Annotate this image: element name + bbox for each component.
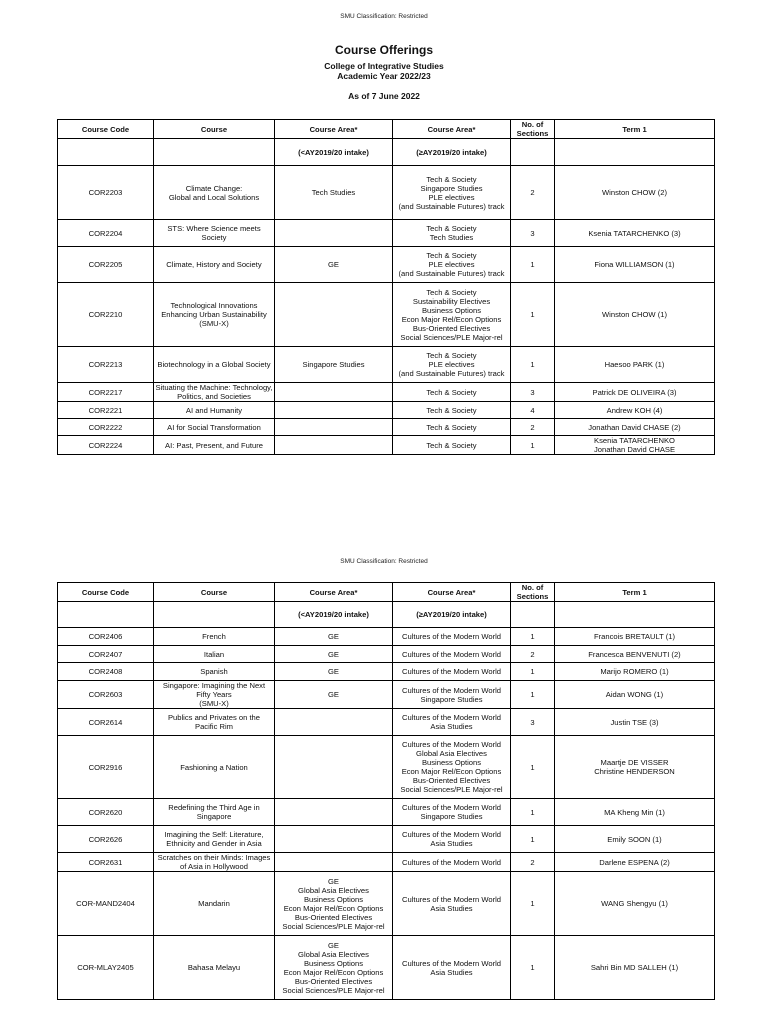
cell-line: Cultures of the Modern World — [401, 894, 502, 904]
course-title-cell — [154, 936, 275, 1000]
cell-line: Global Asia Electives — [416, 749, 487, 758]
cell-line: Situating the Machine: Technology, — [155, 383, 273, 392]
term-instructor-cell — [555, 383, 715, 402]
cell-line: Maartje DE VISSER — [600, 758, 669, 767]
course-code-cell: COR2407 — [58, 646, 154, 663]
course-code-cell: COR2626 — [58, 826, 154, 853]
course-area-b-cell — [393, 826, 511, 853]
course-area-a-cell — [275, 646, 393, 663]
course-area-b-cell — [393, 419, 511, 436]
course-code-cell: COR2203 — [58, 166, 154, 220]
course-code-cell: COR2614 — [58, 709, 154, 736]
course-area-a-cell — [275, 709, 393, 736]
cell-line: Society — [201, 233, 227, 242]
course-title-cell — [154, 663, 275, 681]
cell-line: Sahri Bin MD SALLEH (1) — [590, 963, 679, 972]
course-code-cell: COR2224 — [58, 436, 154, 455]
cell-line: WANG Shengyu (1) — [601, 899, 668, 908]
course-title-cell — [154, 166, 275, 220]
table-row — [58, 663, 715, 681]
cell-line: of Asia in Hollywood — [180, 862, 248, 871]
cell-line: Cultures of the Modern World — [401, 649, 502, 659]
course-title-cell — [154, 220, 275, 247]
term-instructor-cell — [555, 799, 715, 826]
cell-line: Imagining the Self: Literature, — [164, 830, 264, 839]
course-area-b-cell — [393, 247, 511, 283]
table-row — [58, 709, 715, 736]
cell-line: Business Options — [421, 758, 482, 767]
cell-line: Cultures of the Modern World — [401, 803, 502, 812]
course-area-b-cell — [393, 663, 511, 681]
course-area-b-cell — [393, 628, 511, 646]
course-area-b-cell — [393, 709, 511, 736]
cell-line: Jonathan David CHASE (2) — [588, 422, 681, 432]
term-instructor-cell — [555, 419, 715, 436]
sections-cell: 1 — [511, 247, 555, 283]
table-row — [58, 736, 715, 799]
table-row — [58, 247, 715, 283]
table-row — [58, 628, 715, 646]
cell-line: Tech & Society — [426, 174, 477, 184]
cell-line: Emily SOON (1) — [607, 834, 662, 844]
sections-cell: 1 — [511, 436, 555, 455]
cell-line: Cultures of the Modern World — [401, 857, 502, 867]
cell-line: Social Sciences/PLE Major-rel — [400, 785, 503, 794]
course-area-a-cell — [275, 166, 393, 220]
course-table-1 — [57, 119, 715, 455]
course-code-cell: COR2217 — [58, 383, 154, 402]
cell-line: GE — [328, 667, 339, 676]
course-area-a-cell — [275, 872, 393, 936]
cell-line: Technological Innovations — [170, 301, 258, 310]
course-area-b-cell — [393, 220, 511, 247]
cell-line: Italian — [203, 649, 225, 659]
course-area-a-cell — [275, 419, 393, 436]
table-row — [58, 936, 715, 1000]
cell-line: AI: Past, Present, and Future — [165, 440, 263, 450]
cell-line: MA Kheng Min (1) — [604, 807, 665, 817]
cell-line: French — [202, 632, 226, 641]
header-sections: No. of Sections — [511, 120, 555, 139]
term-instructor-cell — [555, 402, 715, 419]
header-course-area-b: Course Area* — [393, 120, 511, 139]
cell-line: STS: Where Science meets — [167, 224, 261, 233]
cell-line: Tech & Society — [426, 387, 477, 397]
cell-line: Econ Major Rel/Econ Options — [401, 314, 502, 324]
sections-cell: 2 — [511, 166, 555, 220]
cell-line: Fashioning a Nation — [180, 762, 248, 772]
course-area-a-cell — [275, 681, 393, 709]
cell-line: Social Sciences/PLE Major-rel — [282, 921, 385, 931]
course-area-a-cell — [275, 402, 393, 419]
intake-before: (<AY2019/20 intake) — [275, 602, 393, 628]
cell-line: Tech & Society — [426, 287, 477, 297]
sections-cell: 1 — [511, 936, 555, 1000]
cell-line: Jonathan David CHASE — [593, 445, 676, 454]
course-title-cell — [154, 826, 275, 853]
table-row — [58, 383, 715, 402]
cell-line: Spanish — [200, 667, 228, 676]
cell-line: Social Sciences/PLE Major-rel — [282, 985, 385, 995]
cell-line: AI for Social Transformation — [167, 422, 261, 432]
term-instructor-cell — [555, 646, 715, 663]
cell-line: Francois BRETAULT (1) — [593, 632, 676, 641]
course-title-cell — [154, 283, 275, 347]
cell-line: Asia Studies — [430, 839, 473, 848]
cell-line: Francesca BENVENUTI (2) — [588, 649, 681, 659]
cell-line: (SMU-X) — [199, 319, 229, 328]
table-row — [58, 283, 715, 347]
course-area-b-cell — [393, 166, 511, 220]
table-row — [58, 436, 715, 455]
cell-line: Cultures of the Modern World — [401, 713, 502, 722]
cell-line: Scratches on their Minds: Images — [157, 853, 271, 862]
course-code-cell: COR2408 — [58, 663, 154, 681]
cell-line: Marijo ROMERO (1) — [600, 667, 669, 676]
cell-line: Asia Studies — [430, 903, 473, 913]
header-course-code: Course Code — [58, 583, 154, 602]
course-area-a-cell — [275, 220, 393, 247]
term-instructor-cell — [555, 247, 715, 283]
term-instructor-cell — [555, 936, 715, 1000]
table-row — [58, 347, 715, 383]
course-area-b-cell — [393, 646, 511, 663]
table-row — [58, 872, 715, 936]
sections-cell: 3 — [511, 383, 555, 402]
course-title-cell — [154, 436, 275, 455]
course-title-cell — [154, 247, 275, 283]
cell-line: Business Options — [303, 958, 364, 968]
intake-before: (<AY2019/20 intake) — [275, 139, 393, 166]
cell-line: AI and Humanity — [185, 405, 243, 415]
cell-line: Cultures of the Modern World — [401, 685, 502, 695]
course-code-cell: COR2213 — [58, 347, 154, 383]
cell-line: Pacific Rim — [195, 722, 233, 731]
cell-line: Cultures of the Modern World — [401, 740, 502, 749]
course-table-2 — [57, 582, 715, 1000]
cell-line: Fifty Years — [196, 690, 232, 699]
cell-line: Asia Studies — [430, 967, 473, 977]
course-title-cell — [154, 872, 275, 936]
page-title: Course Offerings — [334, 43, 433, 57]
cell-line: Tech Studies — [311, 188, 356, 197]
sections-cell: 1 — [511, 283, 555, 347]
course-area-b-cell — [393, 347, 511, 383]
course-area-b-cell — [393, 736, 511, 799]
course-title-cell — [154, 628, 275, 646]
course-area-b-cell — [393, 681, 511, 709]
cell-line: Ksenia TATARCHENKO (3) — [588, 228, 681, 238]
as-of-date: As of 7 June 2022 — [348, 91, 420, 101]
sections-cell: 1 — [511, 347, 555, 383]
cell-line: Business Options — [421, 305, 482, 315]
course-code-cell: COR2631 — [58, 853, 154, 872]
cell-line: Mandarin — [198, 899, 230, 908]
cell-line: Biotechnology in a Global Society — [157, 360, 271, 369]
course-code-cell: COR2620 — [58, 799, 154, 826]
course-code-cell: COR2916 — [58, 736, 154, 799]
sections-cell: 1 — [511, 826, 555, 853]
course-area-b-cell — [393, 936, 511, 1000]
cell-line: Singapore Studies — [420, 812, 483, 821]
sections-cell: 1 — [511, 872, 555, 936]
cell-line: Cultures of the Modern World — [401, 958, 502, 968]
course-code-cell: COR2221 — [58, 402, 154, 419]
sections-cell: 1 — [511, 628, 555, 646]
table-row — [58, 402, 715, 419]
course-area-a-cell — [275, 283, 393, 347]
cell-line: Bus-Oriented Electives — [412, 323, 491, 333]
cell-line: Patrick DE OLIVEIRA (3) — [592, 387, 677, 397]
term-instructor-cell — [555, 347, 715, 383]
cell-line: Enhancing Urban Sustainability — [161, 310, 267, 319]
table-row — [58, 220, 715, 247]
course-area-a-cell — [275, 247, 393, 283]
header-course: Course — [154, 583, 275, 602]
cell-line: Haesoo PARK (1) — [604, 360, 665, 369]
term-instructor-cell — [555, 166, 715, 220]
cell-line: Singapore — [196, 812, 232, 821]
term-instructor-cell — [555, 709, 715, 736]
term-instructor-cell — [555, 628, 715, 646]
course-area-b-cell — [393, 283, 511, 347]
course-title-cell — [154, 709, 275, 736]
cell-line: Tech & Society — [426, 351, 477, 360]
cell-line: Bus-Oriented Electives — [412, 776, 491, 785]
sections-cell: 1 — [511, 663, 555, 681]
cell-line: Global and Local Solutions — [168, 192, 260, 202]
cell-line: Winston CHOW (2) — [602, 188, 667, 197]
cell-line: Winston CHOW (1) — [602, 310, 667, 319]
sections-cell: 1 — [511, 681, 555, 709]
cell-line: GE — [328, 690, 339, 699]
sections-cell: 1 — [511, 736, 555, 799]
cell-line: Cultures of the Modern World — [401, 667, 502, 676]
cell-line: Aidan WONG (1) — [605, 690, 664, 699]
cell-line: Econ Major Rel/Econ Options — [401, 767, 502, 776]
course-area-b-cell — [393, 436, 511, 455]
cell-line: Redefining the Third Age in — [168, 803, 260, 812]
course-area-b-cell — [393, 799, 511, 826]
header-term: Term 1 — [555, 120, 715, 139]
table-row — [58, 166, 715, 220]
cell-line: Global Asia Electives — [298, 949, 369, 959]
header-course-code: Course Code — [58, 120, 154, 139]
cell-line: Cultures of the Modern World — [401, 632, 502, 641]
table-row — [58, 646, 715, 663]
header-course-area-a: Course Area* — [275, 120, 393, 139]
course-code-cell: COR-MAND2404 — [58, 872, 154, 936]
term-instructor-cell — [555, 736, 715, 799]
cell-line: Global Asia Electives — [298, 885, 369, 895]
cell-line: Climate, History and Society — [166, 260, 262, 269]
term-instructor-cell — [555, 826, 715, 853]
course-area-a-cell — [275, 853, 393, 872]
cell-line: PLE electives — [428, 192, 475, 202]
course-code-cell: COR2210 — [58, 283, 154, 347]
sections-cell: 2 — [511, 419, 555, 436]
course-code-cell: COR-MLAY2405 — [58, 936, 154, 1000]
cell-line: Andrew KOH (4) — [606, 405, 663, 415]
cell-line: (and Sustainable Futures) track — [398, 269, 505, 278]
cell-line: GE — [328, 632, 339, 641]
table-row — [58, 826, 715, 853]
course-title-cell — [154, 646, 275, 663]
cell-line: GE — [328, 940, 339, 950]
course-code-cell: COR2204 — [58, 220, 154, 247]
term-instructor-cell — [555, 220, 715, 247]
course-area-a-cell — [275, 663, 393, 681]
classification-label-page2: SMU Classification: Restricted — [340, 558, 428, 565]
cell-line: Asia Studies — [430, 722, 473, 731]
cell-line: Social Sciences/PLE Major-rel — [400, 332, 503, 342]
cell-line: Publics and Privates on the — [167, 713, 261, 722]
course-code-cell: COR2603 — [58, 681, 154, 709]
cell-line: Tech & Society — [426, 251, 477, 260]
cell-line: Singapore: Imagining the Next — [162, 681, 266, 690]
cell-line: GE — [328, 876, 339, 886]
course-area-a-cell — [275, 936, 393, 1000]
sections-cell: 2 — [511, 853, 555, 872]
cell-line: Tech & Society — [426, 422, 477, 432]
course-code-cell: COR2222 — [58, 419, 154, 436]
cell-line: Fiona WILLIAMSON (1) — [594, 260, 675, 269]
cell-line: Darlene ESPENA (2) — [599, 857, 670, 867]
course-area-b-cell — [393, 853, 511, 872]
table-row — [58, 799, 715, 826]
header-course-area-a: Course Area* — [275, 583, 393, 602]
cell-line: Ksenia TATARCHENKO — [594, 436, 675, 445]
header-sections: No. of Sections — [511, 583, 555, 602]
cell-line: Tech Studies — [429, 233, 474, 242]
term-instructor-cell — [555, 853, 715, 872]
course-title-cell — [154, 681, 275, 709]
cell-line: GE — [328, 649, 339, 659]
course-area-a-cell — [275, 799, 393, 826]
cell-line: Singapore Studies — [302, 360, 365, 369]
course-title-cell — [154, 347, 275, 383]
cell-line: Business Options — [303, 894, 364, 904]
cell-line: Bus-Oriented Electives — [294, 912, 373, 922]
course-area-a-cell — [275, 826, 393, 853]
intake-after: (≥AY2019/20 intake) — [393, 602, 511, 628]
cell-line: Tech & Society — [426, 440, 477, 450]
cell-line: Econ Major Rel/Econ Options — [283, 903, 384, 913]
cell-line: Sustainability Electives — [412, 296, 491, 306]
course-area-b-cell — [393, 872, 511, 936]
cell-line: Singapore Studies — [420, 183, 483, 193]
cell-line: Econ Major Rel/Econ Options — [283, 967, 384, 977]
course-area-b-cell — [393, 402, 511, 419]
cell-line: (and Sustainable Futures) track — [398, 201, 505, 211]
course-title-cell — [154, 419, 275, 436]
header-course: Course — [154, 120, 275, 139]
cell-line: GE — [328, 260, 339, 269]
course-code-cell: COR2205 — [58, 247, 154, 283]
header-term: Term 1 — [555, 583, 715, 602]
course-title-cell — [154, 799, 275, 826]
table-row — [58, 853, 715, 872]
cell-line: Bus-Oriented Electives — [294, 976, 373, 986]
cell-line: Tech & Society — [426, 405, 477, 415]
cell-line: Ethnicity and Gender in Asia — [166, 839, 262, 848]
college-name: College of Integrative Studies — [324, 61, 444, 71]
course-code-cell: COR2406 — [58, 628, 154, 646]
table-row — [58, 681, 715, 709]
cell-line: Tech & Society — [426, 224, 477, 233]
cell-line: Politics, and Societies — [177, 392, 251, 401]
course-area-a-cell — [275, 383, 393, 402]
sections-cell: 4 — [511, 402, 555, 419]
sections-cell: 3 — [511, 709, 555, 736]
cell-line: Christine HENDERSON — [594, 767, 675, 776]
header-course-area-b: Course Area* — [393, 583, 511, 602]
academic-year: Academic Year 2022/23 — [337, 71, 431, 81]
term-instructor-cell — [555, 681, 715, 709]
cell-line: Singapore Studies — [420, 694, 483, 704]
course-area-a-cell — [275, 347, 393, 383]
course-title-cell — [154, 736, 275, 799]
sections-cell: 1 — [511, 799, 555, 826]
sections-cell: 2 — [511, 646, 555, 663]
cell-line: PLE electives — [428, 260, 475, 269]
cell-line: Bahasa Melayu — [187, 963, 241, 972]
course-title-cell — [154, 853, 275, 872]
classification-label: SMU Classification: Restricted — [340, 13, 428, 20]
cell-line: (SMU-X) — [199, 699, 229, 708]
course-area-a-cell — [275, 628, 393, 646]
table-row — [58, 419, 715, 436]
term-instructor-cell — [555, 283, 715, 347]
course-area-a-cell — [275, 736, 393, 799]
cell-line: PLE electives — [428, 360, 475, 369]
course-title-cell — [154, 402, 275, 419]
cell-line: Cultures of the Modern World — [401, 830, 502, 839]
sections-cell: 3 — [511, 220, 555, 247]
term-instructor-cell — [555, 663, 715, 681]
term-instructor-cell — [555, 872, 715, 936]
course-title-cell — [154, 383, 275, 402]
cell-line: (and Sustainable Futures) track — [398, 369, 505, 378]
course-area-a-cell — [275, 436, 393, 455]
intake-after: (≥AY2019/20 intake) — [393, 139, 511, 166]
cell-line: Climate Change: — [185, 183, 243, 193]
course-area-b-cell — [393, 383, 511, 402]
cell-line: Justin TSE (3) — [610, 717, 659, 727]
term-instructor-cell — [555, 436, 715, 455]
